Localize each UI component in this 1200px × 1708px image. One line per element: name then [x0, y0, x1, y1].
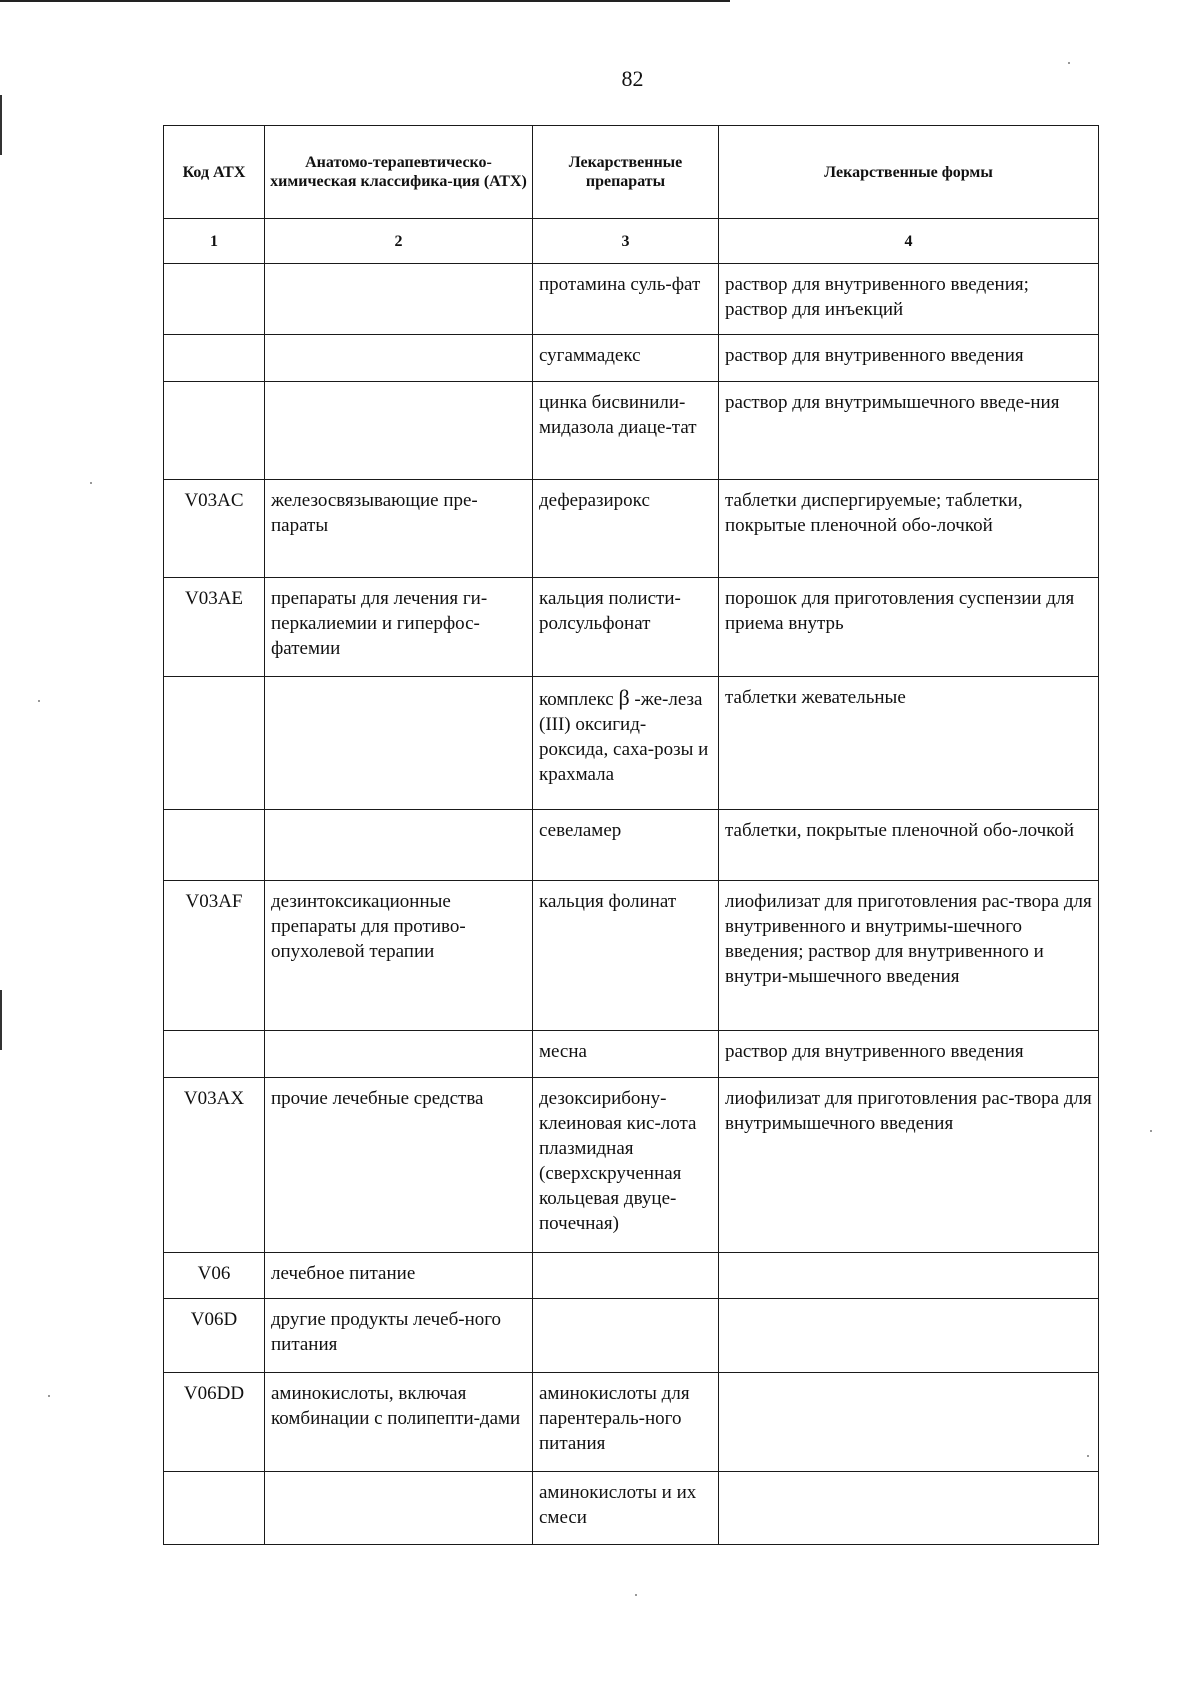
atx-code-cell — [164, 1472, 265, 1545]
forms-cell: таблетки, покрытые пленочной обо-лочкой — [719, 810, 1099, 881]
drug-cell — [533, 677, 719, 810]
beta-symbol: β — [618, 685, 630, 710]
drug-cell: дезоксирибону-клеиновая кис-лота плазмидная (сверхскрученная кольцевая двуце-почечная) — [533, 1078, 719, 1253]
atx-code-cell: V03AX — [164, 1078, 265, 1253]
header-forms: Лекарственные формы — [719, 126, 1099, 219]
drug-text: комплекс — [539, 689, 614, 710]
forms-cell — [719, 1299, 1099, 1373]
scan-speck — [48, 1395, 50, 1397]
classification-cell — [265, 1031, 533, 1078]
table-row — [164, 335, 1099, 382]
drug-text: -же-леза (III) оксигид-роксида, саха-розы и крахмала — [539, 689, 709, 785]
classification-cell: аминокислоты, включая комбинации с полипепти-дами — [265, 1373, 533, 1472]
drug-cell: месна — [533, 1031, 719, 1078]
table-row — [164, 881, 1099, 1031]
forms-cell: таблетки диспергируемые; таблетки, покрытые пленочной обо-лочкой — [719, 480, 1099, 578]
table-row — [164, 578, 1099, 677]
table-row — [164, 1078, 1099, 1253]
atx-code-cell: V06 — [164, 1253, 265, 1299]
forms-cell — [719, 1472, 1099, 1545]
drug-cell: сугаммадекс — [533, 335, 719, 382]
drug-cell: аминокислоты для парентераль-ного питания — [533, 1373, 719, 1472]
classification-cell — [265, 264, 533, 335]
scan-speck — [90, 482, 92, 484]
table-row — [164, 382, 1099, 480]
scan-speck — [635, 1594, 637, 1596]
forms-cell: раствор для внутривенного введения — [719, 1031, 1099, 1078]
scan-edge-mark — [0, 95, 2, 155]
forms-cell — [719, 1373, 1099, 1472]
classification-cell — [265, 382, 533, 480]
drug-cell — [533, 1299, 719, 1373]
atx-code-cell: V06D — [164, 1299, 265, 1373]
column-number: 1 — [164, 219, 265, 264]
forms-cell: раствор для внутримышечного введе-ния — [719, 382, 1099, 480]
drug-cell: деферазирокс — [533, 480, 719, 578]
classification-cell: дезинтоксикационные препараты для противо-опухолевой терапии — [265, 881, 533, 1031]
table-row — [164, 1299, 1099, 1373]
atx-code-cell: V06DD — [164, 1373, 265, 1472]
table-header-row — [164, 126, 1099, 219]
classification-cell: лечебное питание — [265, 1253, 533, 1299]
classification-cell — [265, 677, 533, 810]
classification-cell: железосвязывающие пре-параты — [265, 480, 533, 578]
table-row — [164, 1373, 1099, 1472]
table-row — [164, 677, 1099, 810]
table-row — [164, 480, 1099, 578]
classification-cell — [265, 810, 533, 881]
classification-cell: другие продукты лечеб-ного питания — [265, 1299, 533, 1373]
scan-speck — [38, 700, 40, 702]
table-row — [164, 1472, 1099, 1545]
classification-cell: препараты для лечения ги-перкалиемии и гиперфос-фатемии — [265, 578, 533, 677]
scan-speck — [1068, 62, 1070, 64]
classification-cell — [265, 335, 533, 382]
forms-cell: таблетки жевательные — [719, 677, 1099, 810]
atx-code-cell — [164, 382, 265, 480]
atx-code-cell: V03AE — [164, 578, 265, 677]
forms-cell: порошок для приготовления суспензии для приема внутрь — [719, 578, 1099, 677]
forms-cell: раствор для внутривенного введения — [719, 335, 1099, 382]
header-classification: Анатомо-терапевтическо-химическая классифика-ция (АТХ) — [265, 126, 533, 219]
drug-cell: кальция полисти-ролсульфонат — [533, 578, 719, 677]
table-row — [164, 264, 1099, 335]
drug-cell: севеламер — [533, 810, 719, 881]
atx-code-cell — [164, 335, 265, 382]
column-number-row — [164, 219, 1099, 264]
page-number: 82 — [621, 66, 644, 91]
forms-cell: лиофилизат для приготовления рас-твора для внутривенного и внутримы-шечного введения; раствор для внутривенного и внутри-мышечного введения — [719, 881, 1099, 1031]
drug-cell: протамина суль-фат — [533, 264, 719, 335]
forms-cell: лиофилизат для приготовления рас-твора для внутримышечного введения — [719, 1078, 1099, 1253]
header-code: Код АТХ — [164, 126, 265, 219]
drug-cell — [533, 1253, 719, 1299]
column-number: 2 — [265, 219, 533, 264]
table-row — [164, 1031, 1099, 1078]
atx-code-cell — [164, 810, 265, 881]
classification-cell — [265, 1472, 533, 1545]
scan-speck — [1150, 1130, 1152, 1132]
atx-code-cell: V03AC — [164, 480, 265, 578]
drug-cell: аминокислоты и их смеси — [533, 1472, 719, 1545]
atx-table — [163, 125, 1099, 1545]
atx-code-cell — [164, 677, 265, 810]
column-number: 4 — [719, 219, 1099, 264]
table-row — [164, 810, 1099, 881]
page-top-rule — [0, 0, 730, 2]
atx-code-cell: V03AF — [164, 881, 265, 1031]
drug-cell: кальция фолинат — [533, 881, 719, 1031]
atx-code-cell — [164, 264, 265, 335]
scan-speck — [1087, 1455, 1089, 1457]
classification-cell: прочие лечебные средства — [265, 1078, 533, 1253]
header-drugs: Лекарственные препараты — [533, 126, 719, 219]
scan-edge-mark — [0, 990, 2, 1050]
column-number: 3 — [533, 219, 719, 264]
atx-code-cell — [164, 1031, 265, 1078]
table-row — [164, 1253, 1099, 1299]
drug-cell: цинка бисвинили-мидазола диаце-тат — [533, 382, 719, 480]
forms-cell — [719, 1253, 1099, 1299]
forms-cell: раствор для внутривенного введения; раствор для инъекций — [719, 264, 1099, 335]
